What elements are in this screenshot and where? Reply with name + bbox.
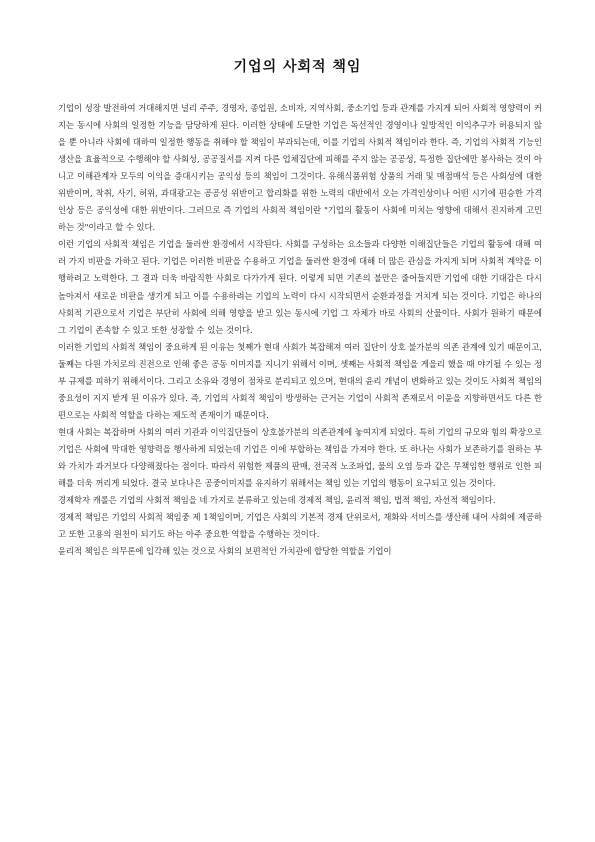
paragraph: 경제학자 캐롤은 기업의 사회적 책임을 네 가지로 분류하고 있는데 경제적 책임, 윤리적 책임, 법적 책임, 자선적 책임이다. — [58, 495, 496, 506]
paragraph: 경제적 책임은 기업의 사회적 책임중 제 1책임이며, 기업은 사회의 기본적 경제 단위로서, 재화와 서비스를 생산해 내어 사회에 제공하고 또한 고용의 원천이 되기도 하는 아주 중요한 역할을 수행하는 것이다. — [58, 512, 542, 540]
paragraph: 현대 사회는 복잡하며 사회의 여러 기관과 이익집단들이 상호불가분의 의존관계에 놓여지게 되었다. 특히 기업의 규모와 힘의 확장으로 기업은 사회에 막대한 영향력을 행사하게 되었는데 기업은 이에 부합하는 책임을 가져야 한다. 또 하나는 사회가 보존하기를 원하는 부와 가치가 과거보다 다양해졌다는 점이다. 따라서 위험한 제품의 판매, 전국적 노조파업, 물의 오염 등과 같은 무책임한 행위로 인한 피해를 더욱 꺼리게 되었다. 결국 보다나은 공중이미지를 유지하기 위해서는 책임 있는 기업의 행동이 요구되고 있는 것이다. — [58, 426, 542, 489]
document-title: 기업의 사회적 책임 — [233, 59, 362, 75]
document-body — [58, 100, 542, 560]
paragraph: 이러한 기업의 사회적 책임이 중요하게 된 이유는 첫째가 현대 사회가 복잡해져 여러 집단이 상호 불가분의 의존 관계에 있기 때문이고, 둘째는 다원 가치로의 진전으로 인해 좋은 공동 이미지를 지니기 위해서 이며, 셋째는 사회적 책임을 게을리 했을 때 야기될 수 있는 정부 규제를 피하기 위해서이다. 그리고 소유와 경영이 점차로 분리되고 있으며, 현대의 윤리 개념이 변화하고 있는 것이도 사회적 책임의 중요성이 지지 받게 된 이유가 있다. 즉, 기업의 사회적 책임이 방생하는 근거는 기업이 사회적 존재로서 이윤을 지향하면서도 다른 한편으로는 사회적 역할을 다하는 제도적 존재이기 때문이다. — [58, 341, 542, 420]
paragraph: 이런 기업의 사회적 책임은 기업을 둘러싼 환경에서 시작된다. 사회를 구성하는 요소들과 다양한 이해집단들은 기업의 활동에 대해 여러 가지 비판을 가하고 된다. 기업은 이러한 비판을 수용하고 기업을 둘러싼 환경에 대해 더 많은 관심을 가지게 되며 사회적 계약을 이행하려고 노력한다. 그 결과 더욱 바람직한 사회로 다가가게 된다. 이렇게 되면 기존의 불만은 줄어들지만 기업에 대한 기대감은 다시 높아져서 새로운 비판을 생기게 되고 이를 수용하려는 기업의 노력이 다시 시작되면서 순환과정을 거치게 되는 것이다. 기업은 하나의 사회적 기관으로서 기업은 부단히 사회에 의해 영향을 받고 있는 동시에 기업 그 자체가 바로 사회의 산물이다. 사회가 원하기 때문에 그 기업이 존속할 수 있고 또한 성장할 수 있는 것이다. — [58, 239, 542, 335]
paragraph: 윤리적 책임은 의무론에 입각해 있는 것으로 사회의 보편적인 가치관에 합당한 역할을 기업이 — [58, 546, 392, 557]
paragraph: 기업이 성장 발전하여 거대해지면 널리 주주, 경영자, 종업원, 소비자, 지역사회, 중소기업 등과 관계를 가지게 되어 사회적 영향력이 커지는 동시에 사회의 일정한 기능을 담당하게 된다. 이러한 상태에 도달한 기업은 독선적인 경영이나 일방적인 이익추구가 허용되지 않을 뿐 아니라 사회에 대하여 일정한 행동을 취해야 할 책임이 부과되는데, 이를 기업의 사회적 책임이라 한다. 즉, 기업의 사회적 기능인 생산을 효율적으로 수행해야 할 사회성, 공공질서를 지켜 다른 업체집단에 피해를 주지 않는 공공성, 특정한 집단에만 봉사하는 것이 아니고 이해관계자 모두의 이익을 증대시키는 공익성 등의 책임이 그것이다. 유해식품위험 상품의 거래 및 매점매석 등은 사회성에 대한 위반이며, 착취, 사기, 허위, 과대광고는 공공성 위반이고 합리화를 위한 노력의 대반에서 오는 가격인상이나 어떤 시기에 편승한 가격인상 등은 공익성에 대한 위반이다. 그러므로 즉 기업의 사회적 책임이란 "기업의 활동이 사회에 미치는 영향에 대해서 진지하게 고민하는 것"이라고 할 수 있다. — [58, 103, 542, 233]
